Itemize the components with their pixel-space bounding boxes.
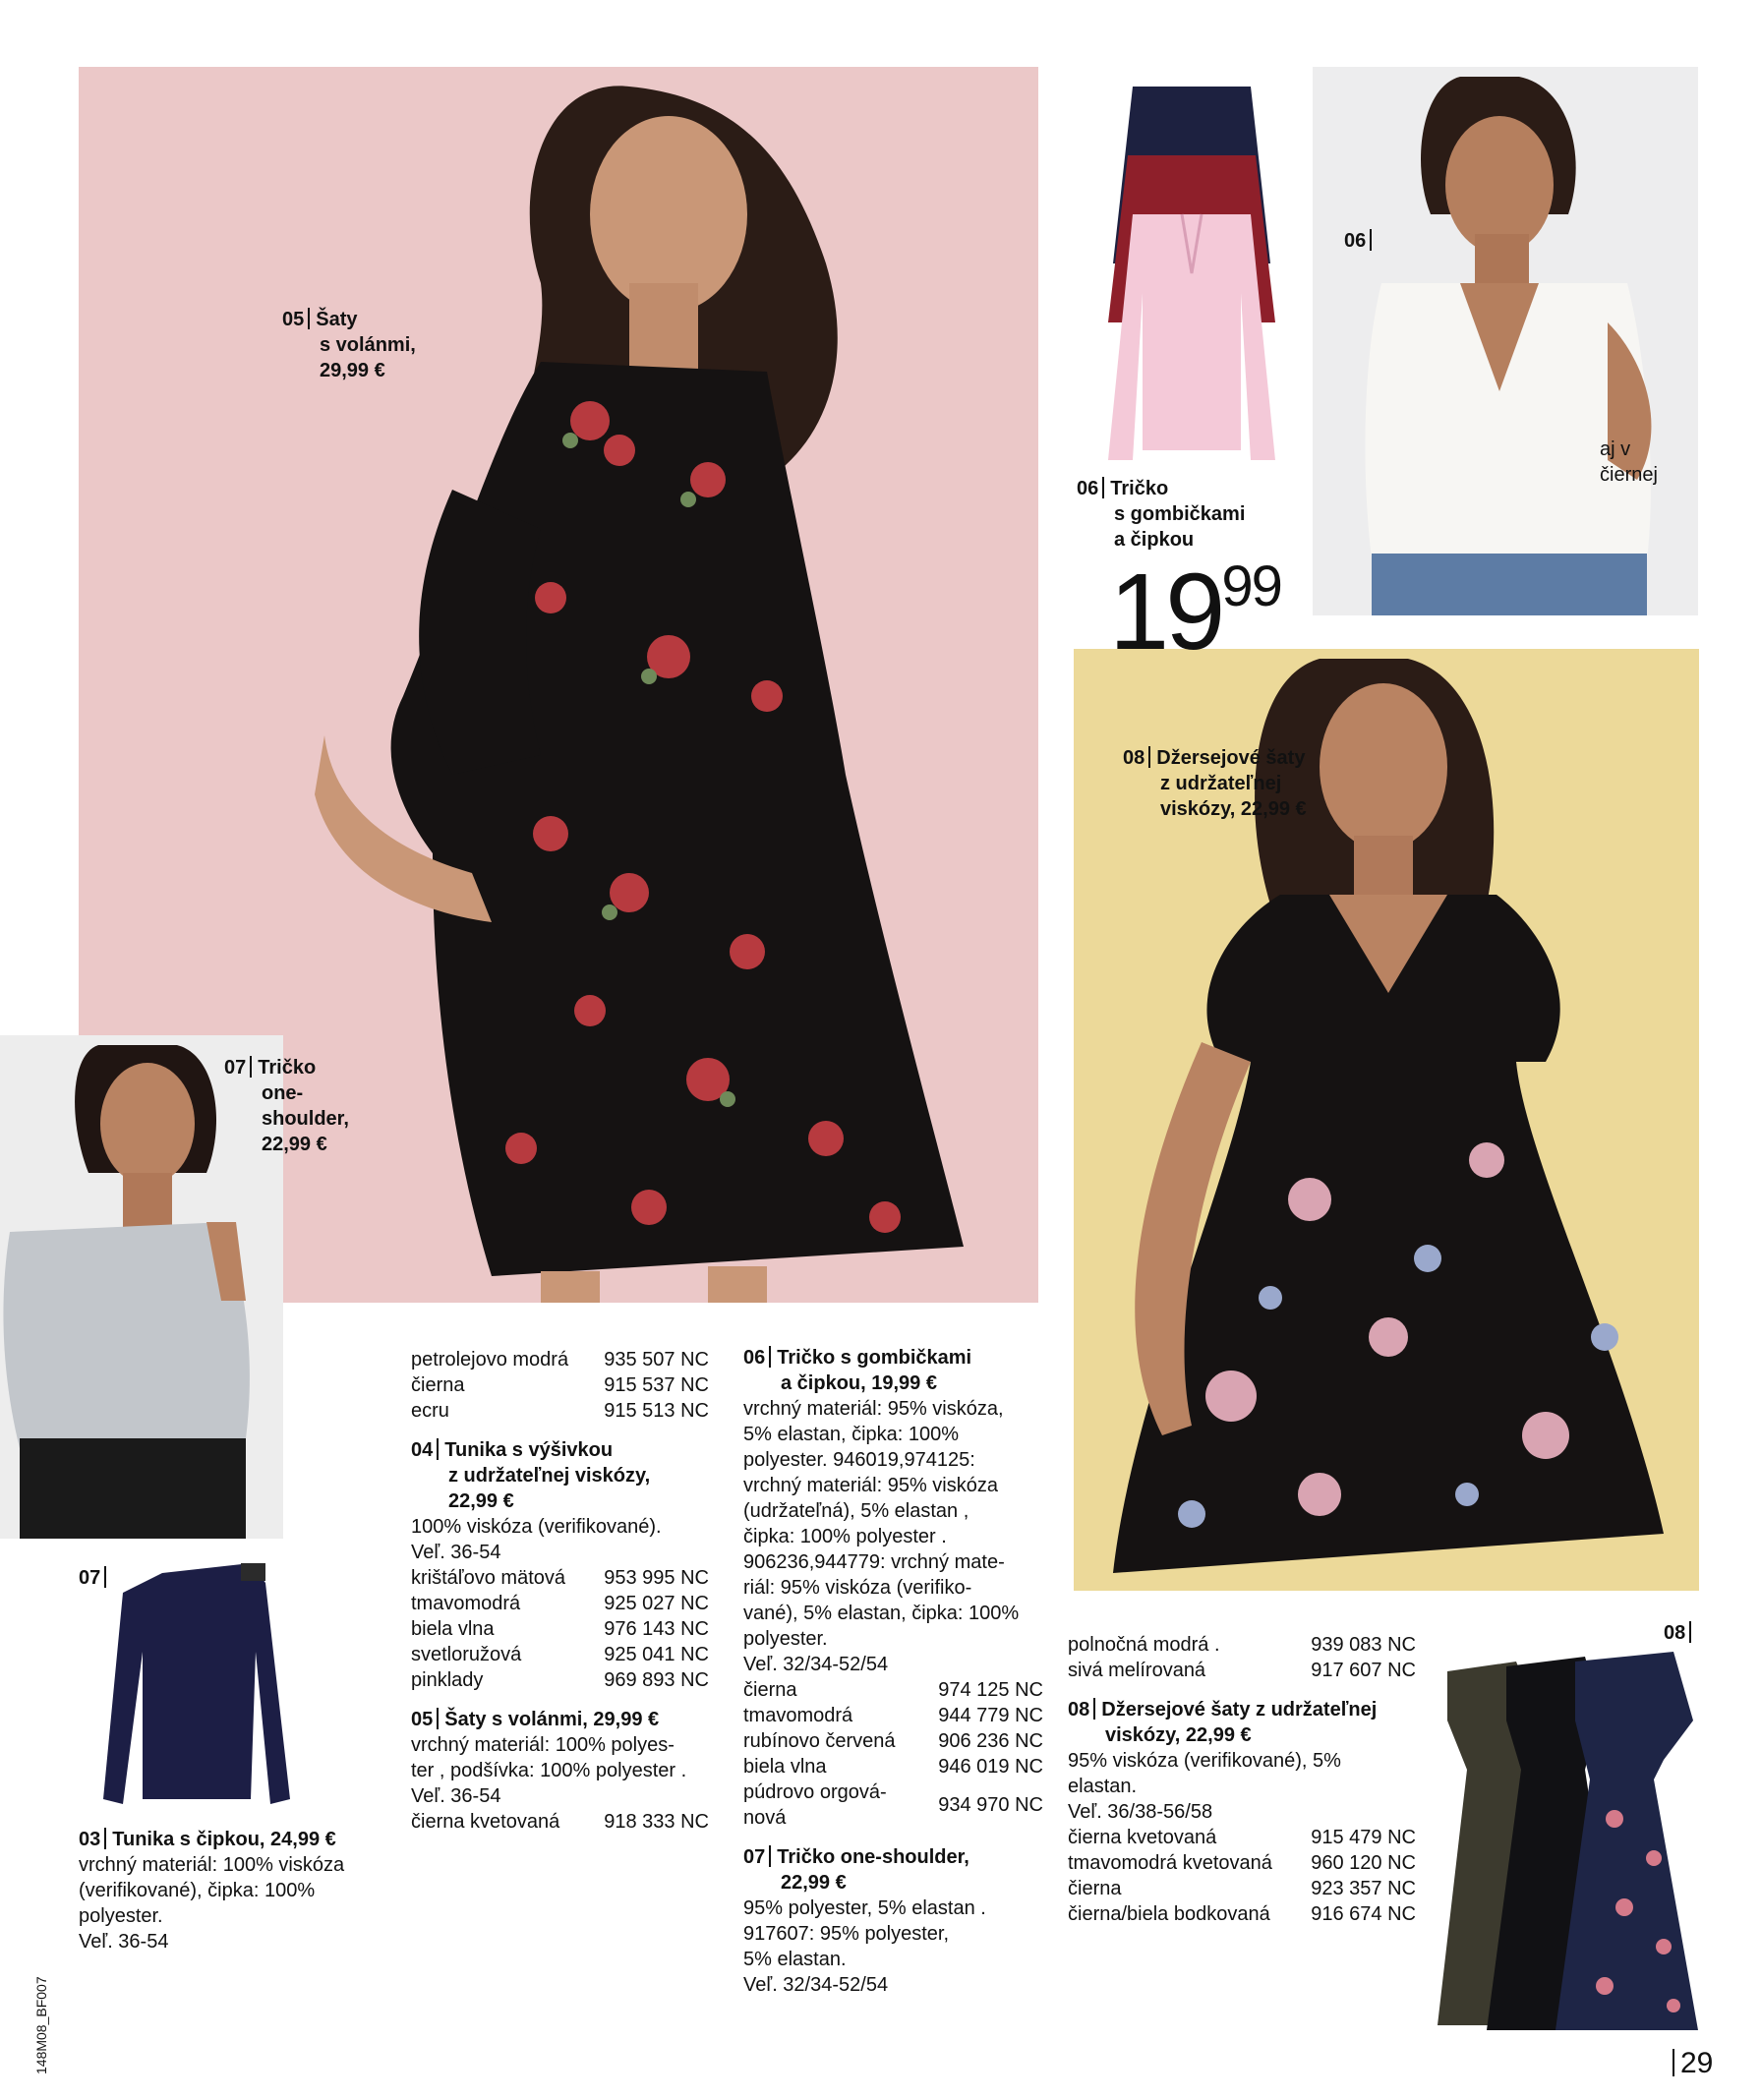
order-code: 944 779 NC: [938, 1705, 1043, 1726]
product-05-sizes: Veľ. 36-54: [411, 1785, 501, 1807]
label-shirt-07-line2: one-: [262, 1082, 304, 1104]
product-06-price: a čipkou, 19,99 €: [781, 1372, 937, 1394]
label-shirt-07-line3: shoulder,: [262, 1108, 349, 1130]
order-code: 960 120 NC: [1311, 1852, 1416, 1874]
order-code: 969 893 NC: [604, 1669, 709, 1691]
color-name: tmavomodrá: [743, 1705, 853, 1726]
product-06-line: 5% elastan, čipka: 100%: [743, 1424, 960, 1445]
product-06-sizes: Veľ. 32/34-52/54: [743, 1654, 889, 1675]
label-07-small: [79, 1565, 112, 1591]
product-05-title: Šaty s volánmi, 29,99 €: [444, 1709, 660, 1730]
order-code: 934 970 NC: [938, 1794, 1043, 1816]
order-code: 925 027 NC: [604, 1593, 709, 1614]
color-name: biela vlna: [743, 1756, 827, 1778]
order-code: 915 479 NC: [1311, 1827, 1416, 1848]
color-name: čierna: [743, 1679, 797, 1701]
label-06-top: [1344, 228, 1378, 254]
order-code: 917 607 NC: [1311, 1660, 1416, 1681]
order-code: 925 041 NC: [604, 1644, 709, 1665]
label-dress-05-title: Šaty: [316, 309, 358, 330]
color-name: polnočná modrá .: [1068, 1634, 1220, 1656]
product-03-number: 03: [79, 1829, 101, 1850]
product-06-line: vané), 5% elastan, čipka: 100%: [743, 1603, 1020, 1624]
color-row: [411, 1809, 709, 1835]
label-dress-08: [1123, 745, 1307, 822]
color-row: [411, 1565, 709, 1591]
color-name: tmavomodrá: [411, 1593, 521, 1614]
color-row: [411, 1398, 709, 1424]
item-number-08: 08: [1123, 747, 1145, 769]
color-name: púdrovo orgová-: [743, 1781, 887, 1803]
order-code: 906 236 NC: [938, 1730, 1043, 1752]
color-name: petrolejovo modrá: [411, 1349, 569, 1371]
column-4: [1068, 1632, 1416, 1937]
label-shirt-07-price: 22,99 €: [262, 1134, 327, 1155]
label-dress-05: [282, 307, 416, 383]
order-code: 976 143 NC: [604, 1618, 709, 1640]
color-row: [411, 1667, 709, 1693]
label-shirt-06: [1077, 476, 1245, 553]
item-number-07b: 07: [79, 1567, 101, 1589]
color-name: sivá melírovaná: [1068, 1660, 1206, 1681]
color-row: [411, 1591, 709, 1616]
color-row: [1068, 1632, 1416, 1658]
label-08-small: [1664, 1620, 1697, 1646]
order-code: 923 357 NC: [1311, 1878, 1416, 1899]
product-08-title: Džersejové šaty z udržateľnej: [1101, 1699, 1378, 1721]
item-number-08b: 08: [1664, 1622, 1686, 1644]
color-row: [743, 1677, 1043, 1703]
color-name: svetloružová: [411, 1644, 522, 1665]
label-dress-08-price: viskózy, 22,99 €: [1160, 798, 1307, 820]
color-list-top: [411, 1347, 709, 1424]
label-dress-08-line2: z udržateľnej: [1160, 773, 1282, 794]
color-name: pinklady: [411, 1669, 484, 1691]
color-name: biela vlna: [411, 1618, 495, 1640]
label-dress-08-title: Džersejové šaty: [1156, 747, 1306, 769]
product-05-info: [411, 1707, 709, 1835]
blouse-06-photo: [1313, 67, 1698, 615]
product-06-info: [743, 1345, 1043, 1831]
label-shirt-07-title: Tričko: [258, 1057, 317, 1079]
product-06-line: 906236,944779: vrchný mate-: [743, 1551, 1005, 1573]
label-also-black: [1600, 437, 1658, 488]
color-row: [1068, 1901, 1416, 1927]
color-name: čierna: [1068, 1878, 1122, 1899]
catalog-code-value: 148M08_BF007: [33, 1976, 49, 2074]
product-04-sizes: Veľ. 36-54: [411, 1542, 501, 1563]
product-06-line: čipka: 100% polyester .: [743, 1526, 947, 1547]
product-07-line: 95% polyester, 5% elastan .: [743, 1897, 986, 1919]
product-04-material: 100% viskóza (verifikované).: [411, 1516, 662, 1538]
product-08-sizes: Veľ. 36/38-56/58: [1068, 1801, 1213, 1823]
color-row: [1068, 1825, 1416, 1850]
order-code: 916 674 NC: [1311, 1903, 1416, 1925]
color-name: čierna kvetovaná: [1068, 1827, 1217, 1848]
order-code: 974 125 NC: [938, 1679, 1043, 1701]
product-07-number: 07: [743, 1846, 766, 1868]
product-06-line: polyester.: [743, 1628, 828, 1650]
color-name: čierna: [411, 1374, 465, 1396]
product-06-line: polyester. 946019,974125:: [743, 1449, 975, 1471]
color-row: [411, 1642, 709, 1667]
column-2: [411, 1347, 709, 1844]
color-row: [1068, 1658, 1416, 1683]
dresses-08-product-photo: [1428, 1652, 1703, 2035]
item-number-07: 07: [224, 1057, 247, 1079]
color-name: krištáľovo mätová: [411, 1567, 566, 1589]
color-row: [743, 1779, 1043, 1831]
product-06-line: vrchný materiál: 95% viskóza: [743, 1475, 998, 1496]
color-list-top: [1068, 1632, 1416, 1683]
color-row: [743, 1728, 1043, 1754]
product-07-line: 5% elastan.: [743, 1949, 847, 1970]
color-name: čierna kvetovaná: [411, 1811, 560, 1833]
order-code: 918 333 NC: [604, 1811, 709, 1833]
label-shirt-06-title: Tričko: [1110, 478, 1169, 499]
product-06-number: 06: [743, 1347, 766, 1369]
product-06-line: riál: 95% viskóza (verifiko-: [743, 1577, 972, 1599]
order-code: 953 995 NC: [604, 1567, 709, 1589]
color-name-cont: nová: [743, 1807, 787, 1829]
product-04-title2: z udržateľnej viskózy,: [448, 1465, 651, 1487]
item-number-05: 05: [282, 309, 305, 330]
product-08-number: 08: [1068, 1699, 1090, 1721]
color-row: [411, 1347, 709, 1372]
label-shirt-06-line2: s gombičkami: [1114, 503, 1246, 525]
label-also-black-line2: čiernej: [1600, 464, 1658, 486]
page-number: [1669, 2047, 1713, 2080]
color-name: rubínovo červená: [743, 1730, 896, 1752]
color-row: [743, 1754, 1043, 1779]
product-07-price: 22,99 €: [781, 1872, 847, 1894]
shirts-06-photo: [1093, 67, 1290, 460]
order-code: 946 019 NC: [938, 1756, 1043, 1778]
product-04-info: [411, 1437, 709, 1693]
product-05-number: 05: [411, 1709, 434, 1730]
label-dress-05-line2: s volánmi,: [320, 334, 416, 356]
color-row: [1068, 1850, 1416, 1876]
product-06-line: (udržateľná), 5% elastan ,: [743, 1500, 969, 1522]
color-name-two-line: [743, 1779, 887, 1831]
shirt-07-product-photo: [93, 1563, 300, 1819]
order-code: 935 507 NC: [604, 1349, 709, 1371]
color-name: čierna/biela bodkovaná: [1068, 1903, 1270, 1925]
item-number-06: 06: [1344, 230, 1367, 252]
product-04-number: 04: [411, 1439, 434, 1461]
page-number-value: 29: [1680, 2047, 1714, 2079]
product-08-line: elastan.: [1068, 1776, 1138, 1797]
color-row: [411, 1616, 709, 1642]
product-03-info: [79, 1827, 374, 1954]
product-08-line: 95% viskóza (verifikované), 5%: [1068, 1750, 1341, 1772]
order-code: 939 083 NC: [1311, 1634, 1416, 1656]
color-name: ecru: [411, 1400, 449, 1422]
catalog-code: [33, 1976, 49, 2074]
product-07-sizes: Veľ. 32/34-52/54: [743, 1974, 889, 1996]
column-3: [743, 1345, 1043, 2008]
product-07-info: [743, 1844, 1043, 1998]
product-05-line: vrchný materiál: 100% polyes-: [411, 1734, 675, 1756]
item-number-06b: 06: [1077, 478, 1099, 499]
product-07-title: Tričko one-shoulder,: [777, 1846, 969, 1868]
product-03-line: polyester.: [79, 1905, 163, 1927]
label-dress-05-price: 29,99 €: [320, 360, 385, 381]
product-03-line: (verifikované), čipka: 100%: [79, 1880, 316, 1901]
product-07-line: 917607: 95% polyester,: [743, 1923, 950, 1945]
label-shirt-06-line3: a čipkou: [1114, 529, 1195, 551]
color-row: [1068, 1876, 1416, 1901]
product-05-line: ter , podšívka: 100% polyester .: [411, 1760, 687, 1781]
product-08-price: viskózy, 22,99 €: [1105, 1724, 1252, 1746]
product-06-line: vrchný materiál: 95% viskóza,: [743, 1398, 1004, 1420]
product-08-info: [1068, 1697, 1416, 1927]
product-03-line: vrchný materiál: 100% viskóza: [79, 1854, 345, 1876]
price-06: [1109, 552, 1281, 672]
product-03-title: Tunika s čipkou, 24,99 €: [112, 1829, 336, 1850]
price-06-decimal: 99: [1221, 554, 1281, 618]
label-also-black-line1: aj v: [1600, 438, 1631, 460]
order-code: 915 513 NC: [604, 1400, 709, 1422]
product-03-sizes: Veľ. 36-54: [79, 1931, 169, 1953]
color-name: tmavomodrá kvetovaná: [1068, 1852, 1272, 1874]
color-row: [743, 1703, 1043, 1728]
price-06-integer: 19: [1109, 552, 1222, 672]
color-row: [411, 1372, 709, 1398]
product-06-title: Tričko s gombičkami: [777, 1347, 972, 1369]
product-04-title: Tunika s výšivkou: [444, 1439, 614, 1461]
product-04-price: 22,99 €: [448, 1490, 514, 1512]
order-code: 915 537 NC: [604, 1374, 709, 1396]
label-shirt-07: [224, 1055, 349, 1157]
